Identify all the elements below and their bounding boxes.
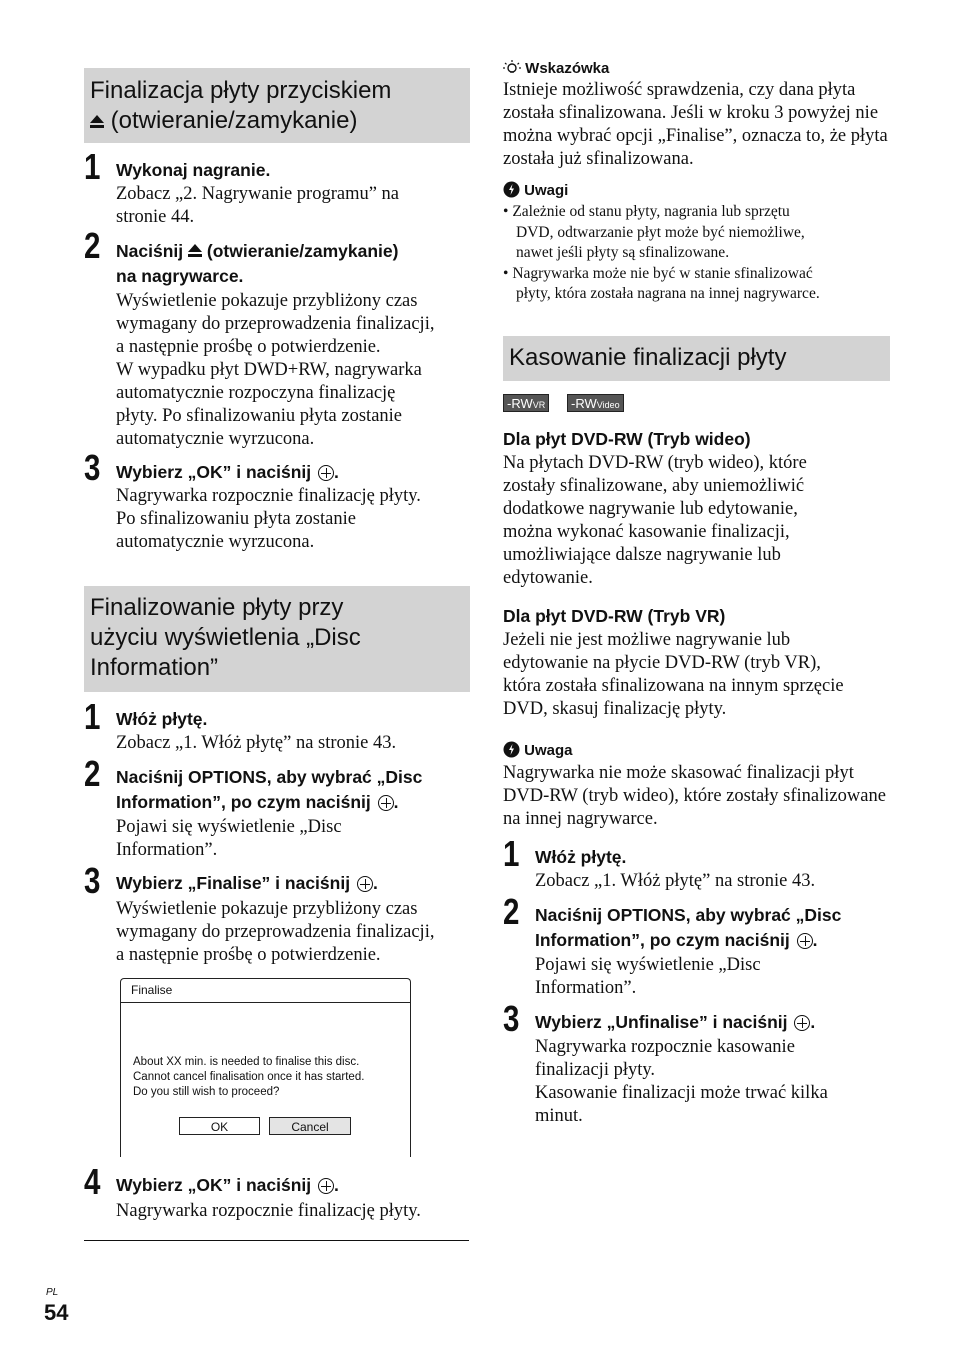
text-line: Zobacz „1. Włóż płytę” na stronie 43. xyxy=(535,871,816,891)
step-text xyxy=(116,732,396,755)
text-line: W wypadku płyt DWD+RW, nagrywarka xyxy=(116,360,422,380)
title-text: (otwieranie/zamykanie) xyxy=(206,241,399,261)
enter-button-icon xyxy=(318,1178,334,1194)
note-bullet: • Zależnie od stanu płyty, nagrania lub sprzętu DVD, odtwarzanie płyt może być niemożliwe, nawet jeśli płyty są sfinalizowane. • Nagrywarka może nie być w stanie sfinalizować płyty, która została nagrana na innej nagrywarce. xyxy=(503,202,891,305)
title-text: Wybierz „Finalise” i naciśnij xyxy=(116,873,351,893)
text-line: na innej nagrywarce. xyxy=(503,809,658,829)
text-line: została już sfinalizowana. xyxy=(503,149,694,169)
heading-text: (otwieranie/zamykanie) xyxy=(110,107,358,134)
text-line: wymagany do przeprowadzenia finalizacji, xyxy=(116,314,435,334)
step-text xyxy=(535,954,761,1000)
text-line: automatycznie wyrzucona. xyxy=(116,429,315,449)
text-line: DVD, odtwarzanie płyt może być niemożliwe, xyxy=(516,223,805,241)
video-mode-paragraph xyxy=(503,452,807,590)
eject-icon xyxy=(90,115,104,129)
step-text xyxy=(116,290,434,451)
title-text: Wybierz „OK” i naciśnij xyxy=(116,1175,312,1195)
text-line: Zobacz „2. Nagrywanie programu” na xyxy=(116,184,400,204)
text-line: Information”. xyxy=(535,978,637,998)
language-code: PL xyxy=(46,1287,59,1298)
step-number: 2 xyxy=(84,225,101,266)
text-line: która została sfinalizowana na innym sprzęcie xyxy=(503,676,844,696)
badge-main: -RW xyxy=(507,396,533,411)
tip-heading-text: Wskazówka xyxy=(525,60,610,77)
text-line: Istnieje możliwość sprawdzenia, czy dana płyta xyxy=(503,80,856,100)
eject-icon xyxy=(188,244,202,258)
text-line: wymagany do przeprowadzenia finalizacji, xyxy=(116,922,435,942)
step-text xyxy=(116,1200,421,1223)
text-line: Nagrywarka może nie być w stanie sfinalizować xyxy=(512,264,813,282)
text-line: minut. xyxy=(535,1106,583,1126)
step-text xyxy=(535,870,815,893)
text-line: umożliwiające dalsze nagrywanie lub xyxy=(503,545,781,565)
text-line: Pojawi się wyświetlenie „Disc xyxy=(535,955,761,975)
text-line: edytowanie. xyxy=(503,568,593,588)
text-line: automatycznie rozpoczyna finalizację xyxy=(116,383,396,403)
tip-text xyxy=(503,79,888,171)
title-text: Information”, po czym naciśnij xyxy=(535,930,790,950)
note-text xyxy=(503,762,886,831)
dialog-message xyxy=(133,1055,364,1100)
step-number: 2 xyxy=(503,891,520,932)
subheading-video-mode: Dla płyt DVD-RW (Tryb wideo) xyxy=(503,429,751,449)
heading-line: użyciu wyświetlenia „Disc xyxy=(90,624,361,651)
step-title: Włóż płytę. xyxy=(116,709,208,729)
notes-heading xyxy=(503,181,568,200)
step-title: Włóż płytę. xyxy=(535,847,627,867)
text-line: Pojawi się wyświetlenie „Disc xyxy=(116,817,342,837)
section-heading-unfinalize xyxy=(503,336,890,381)
page-number: 54 xyxy=(44,1300,69,1325)
text-line: DVD-RW (tryb wideo), które zostały sfinalizowane xyxy=(503,786,886,806)
notes-heading-text: Uwagi xyxy=(524,182,569,199)
message-line: Do you still wish to proceed? xyxy=(133,1086,280,1098)
text-line: DVD, skasuj finalizację płyty. xyxy=(503,699,727,719)
text-line: Nagrywarka rozpocznie kasowanie xyxy=(535,1037,795,1057)
step-title: Wybierz „Finalise” i naciśnij . xyxy=(116,873,378,893)
finalise-dialog xyxy=(120,978,411,1157)
text-line: Kasowanie finalizacji może trwać kilka xyxy=(535,1083,828,1103)
step-title: Naciśnij OPTIONS, aby wybrać „Disc Information”, po czym naciśnij . xyxy=(116,767,423,812)
text-line: nawet jeśli płyty są sfinalizowane. xyxy=(516,244,730,261)
enter-button-icon xyxy=(794,1015,810,1031)
heading-line: Finalizowanie płyty przy xyxy=(90,594,344,621)
title-text: Wybierz „Unfinalise” i naciśnij xyxy=(535,1012,788,1032)
step-title: Wykonaj nagranie. xyxy=(116,160,271,180)
tip-heading xyxy=(503,60,609,78)
message-line: Cannot cancel finalisation once it has started. xyxy=(133,1071,365,1083)
step-title: Naciśnij OPTIONS, aby wybrać „Disc Information”, po czym naciśnij . xyxy=(535,905,842,950)
text-line: finalizacji płyty. xyxy=(535,1060,656,1080)
text-line: została sfinalizowana. Jeśli w kroku 3 powyżej nie xyxy=(503,103,879,123)
text-line: dodatkowe nagrywanie lub edytowanie, xyxy=(503,499,798,519)
text-line: można wybrać opcji „Finalise”, oznacza to, że płyta xyxy=(503,126,888,146)
step-number: 3 xyxy=(84,860,101,901)
enter-button-icon xyxy=(318,465,334,481)
note-icon xyxy=(503,741,520,758)
step-title xyxy=(116,239,398,289)
text-line: Nagrywarka rozpocznie finalizację płyty. xyxy=(116,486,421,506)
title-text: Naciśnij OPTIONS, aby wybrać „Disc xyxy=(116,767,423,787)
ok-button[interactable]: OK xyxy=(179,1117,260,1135)
step-number: 3 xyxy=(84,447,101,488)
text-line: Nagrywarka nie może skasować finalizacji płyt xyxy=(503,763,854,783)
vr-mode-paragraph xyxy=(503,629,844,721)
step-number: 1 xyxy=(84,696,101,737)
note-icon xyxy=(503,181,520,198)
text-line: Jeżeli nie jest możliwe nagrywanie lub xyxy=(503,630,791,650)
step-number: 4 xyxy=(84,1161,101,1202)
text-line: płyty. Po sfinalizowaniu płyta zostanie xyxy=(116,406,403,426)
text-line: Na płytach DVD-RW (tryb wideo), które xyxy=(503,453,807,473)
text-line: a następnie prośbę o potwierdzenie. xyxy=(116,337,381,357)
text-line: Nagrywarka rozpocznie finalizację płyty. xyxy=(116,1201,421,1221)
cancel-button[interactable]: Cancel xyxy=(269,1117,351,1135)
step-number: 1 xyxy=(503,833,520,874)
text-line: można wykonać kasowanie finalizacji, xyxy=(503,522,790,542)
step-title: Wybierz „OK” i naciśnij . xyxy=(116,462,339,482)
heading-line: Finalizacja płyty przyciskiem xyxy=(90,77,392,104)
step-text xyxy=(535,1036,828,1128)
text-line: stronie 44. xyxy=(116,207,195,227)
text-line: Wyświetlenie pokazuje przybliżony czas xyxy=(116,291,418,311)
text-line: Wyświetlenie pokazuje przybliżony czas xyxy=(116,899,418,919)
text-line: Information”. xyxy=(116,840,218,860)
heading-line xyxy=(90,106,464,136)
badge-rw-vr xyxy=(503,394,549,412)
step-number: 3 xyxy=(503,998,520,1039)
enter-button-icon xyxy=(378,795,394,811)
badge-sub: VR xyxy=(532,400,546,410)
text-line: edytowanie na płycie DVD-RW (tryb VR), xyxy=(503,653,821,673)
text-line: automatycznie wyrzucona. xyxy=(116,532,315,552)
text-line: a następnie prośbę o potwierdzenie. xyxy=(116,945,381,965)
text-line: zostały sfinalizowane, aby uniemożliwić xyxy=(503,476,805,496)
step-title: Wybierz „Unfinalise” i naciśnij . xyxy=(535,1012,816,1032)
text-line: Po sfinalizowaniu płyta zostanie xyxy=(116,509,356,529)
text-line: Zobacz „1. Włóż płytę” na stronie 43. xyxy=(116,733,397,753)
message-line: About XX min. is needed to finalise this disc. xyxy=(133,1056,360,1068)
heading-text: Kasowanie finalizacji płyty xyxy=(509,344,787,371)
step-number: 2 xyxy=(84,753,101,794)
section-heading-disc-information xyxy=(84,586,470,692)
title-text: Information”, po czym naciśnij xyxy=(116,792,371,812)
column-end-rule xyxy=(84,1240,469,1241)
step-text xyxy=(116,898,434,967)
subheading-vr-mode: Dla płyt DVD-RW (Tryb VR) xyxy=(503,606,726,626)
text-line: płyty, która została nagrana na innej nagrywarce. xyxy=(516,285,820,302)
step-text xyxy=(116,816,342,862)
step-text xyxy=(116,183,399,229)
section-heading-finalize-eject xyxy=(84,68,470,143)
step-title: Wybierz „OK” i naciśnij . xyxy=(116,1175,339,1195)
step-number: 1 xyxy=(84,146,101,187)
note-heading xyxy=(503,741,573,760)
heading-line: Information” xyxy=(90,654,219,681)
badge-main: -RW xyxy=(571,396,597,411)
enter-button-icon xyxy=(797,933,813,949)
dialog-title: Finalise xyxy=(121,979,410,1003)
title-text: Naciśnij xyxy=(116,241,184,261)
badge-sub: Video xyxy=(596,400,620,410)
title-text: Wybierz „OK” i naciśnij xyxy=(116,462,312,482)
enter-button-icon xyxy=(357,876,373,892)
title-text: Naciśnij OPTIONS, aby wybrać „Disc xyxy=(535,905,842,925)
title-text: na nagrywarce. xyxy=(116,266,244,286)
step-text xyxy=(116,485,421,554)
note-heading-text: Uwaga xyxy=(524,742,573,759)
badge-rw-video xyxy=(567,394,624,412)
text-line: Zależnie od stanu płyty, nagrania lub sprzętu xyxy=(512,203,790,220)
lightbulb-icon xyxy=(503,60,521,76)
